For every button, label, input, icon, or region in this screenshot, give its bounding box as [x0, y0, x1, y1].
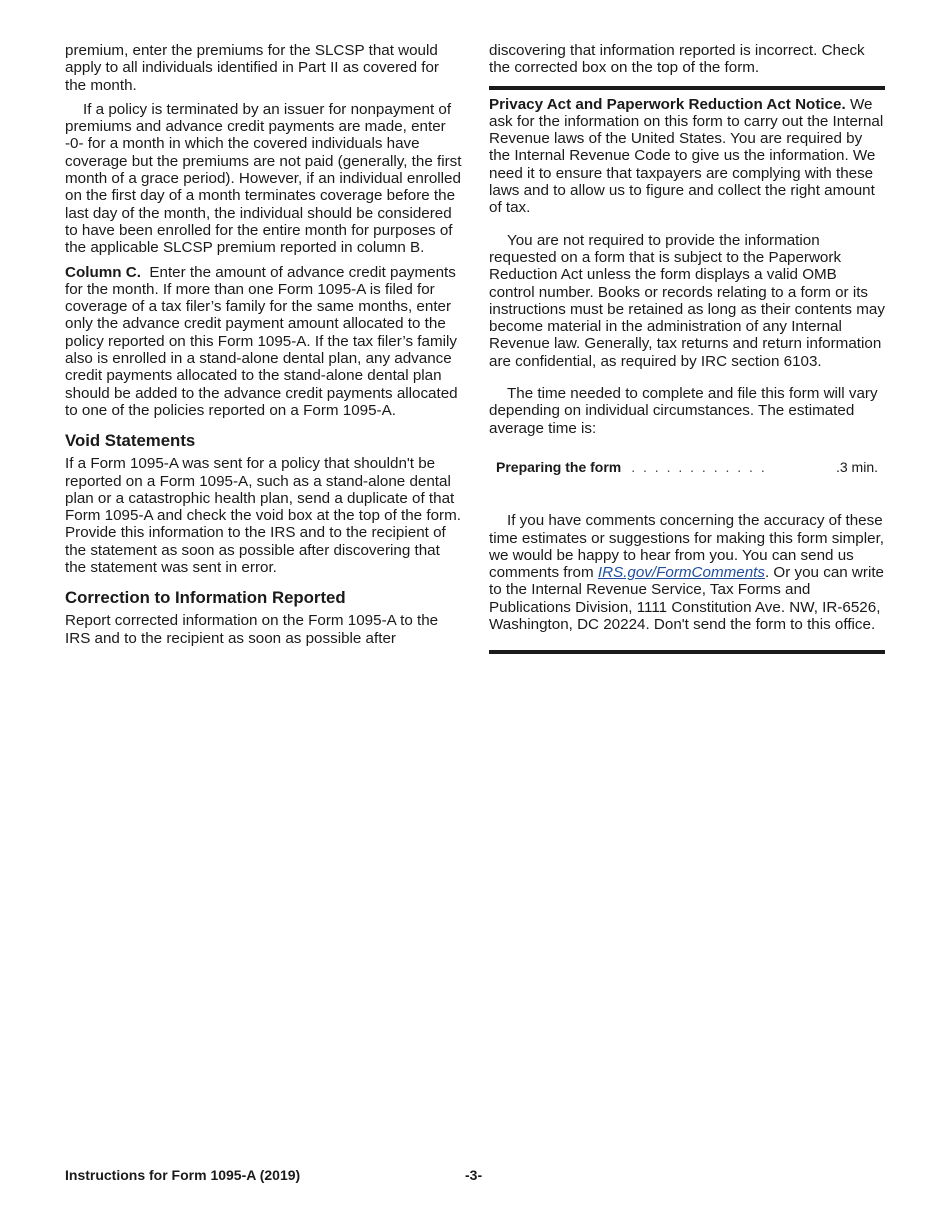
paragraph-privacy-notice — [489, 96, 885, 217]
footer-title: Instructions for Form 1095-A (2019) — [65, 1167, 301, 1183]
form-comments-link[interactable]: IRS.gov/FormComments — [597, 564, 765, 582]
end-rule — [489, 650, 885, 654]
privacy-heading: Privacy Act and Paperwork Reduction Act Notice. — [489, 95, 846, 113]
page-number: -3- — [465, 1167, 483, 1183]
paragraph-terminated-policy: If a policy is terminated by an issuer for nonpayment of premiums and advance credit payments are made, enter -0- for a month in which the covered individuals have coverage but the premiums are not paid (generally, the first month of a grace period). However, if an individual enrolled on the first day of a month terminates coverage before the last day of the month, the individual should be considered to have been enrolled for the entire month for purposes of the applicable SLCSP premium reported in column B. — [65, 100, 462, 257]
paragraph-correction: Report corrected information on the Form 1095-A to the IRS and to the recipient as soon as possible after — [65, 612, 439, 647]
correction-heading: Correction to Information Reported — [65, 588, 346, 608]
paragraph-column-c — [65, 264, 463, 420]
time-estimate-value: .3 min. — [835, 458, 878, 475]
paragraph-time-needed: The time needed to complete and file this form will vary depending on individual circumstances. The estimated average time is: — [489, 385, 878, 437]
page-footer — [65, 1167, 885, 1183]
time-estimate-row — [489, 459, 885, 476]
paragraph-corrected-box: discovering that information reported is incorrect. Check the corrected box on the top of the form. — [489, 42, 865, 77]
dot-leader: . . . . . . . . . . . . — [631, 458, 767, 475]
column-c-heading: Column C. — [65, 263, 141, 281]
paragraph-comments: If you have comments concerning the accuracy of these time estimates or suggestions for making this form simpler, we would be happy to hear from you. You can send us comments from IRS.gov/FormComments. Or you can write to the Internal Revenue Service, Tax Forms and Publications Division, 1111 Constitution Ave. NW, IR-6526, Washington, DC 20224. Don't send the form to this office. — [489, 512, 885, 634]
paragraph-slcsp-premium: premium, enter the premiums for the SLCSP that would apply to all individuals identified in Part II as covered for the month. — [65, 42, 439, 94]
void-statements-heading: Void Statements — [65, 431, 196, 451]
column-c-text: Enter the amount of advance credit payments for the month. If more than one Form 1095-A is filed for coverage of a tax filer’s family for the same months, enter only the advance credit payment amount allocated to the policy reported on this Form 1095-A. If the tax filer’s family also is enrolled in a stand-alone dental plan, any advance credit payments allocated to the stand-alone dental plan should be added to the advance credit payments allocated to one of the policies reported on a Form 1095-A. — [65, 263, 458, 419]
privacy-text: We ask for the information on this form to carry out the Internal Revenue laws of the United States. You are required by the Internal Revenue Code to give us the information. We need it to ensure that taxpayers are complying with these laws and to allow us to figure and collect the right amount of tax. — [489, 95, 884, 217]
time-estimate-label: Preparing the form — [496, 458, 622, 475]
paragraph-void-statements: If a Form 1095-A was sent for a policy that shouldn't be reported on a Form 1095-A, such as a stand-alone dental plan or a catastrophic health plan, send a duplicate of that Form 1095-A and check the void box at the top of the form. Provide this information to the IRS and to the recipient of the statement as soon as possible after discovering that the statement was sent in error. — [65, 455, 461, 577]
paragraph-omb: You are not required to provide the information requested on a form that is subject to the Paperwork Reduction Act unless the form displays a valid OMB control number. Books or records relating to a form or its instructions must be retained as long as their contents may become material in the administration of any Internal Revenue law. Generally, tax returns and return information are confidential, as required by IRC section 6103. — [489, 231, 885, 370]
right-column — [489, 42, 885, 654]
section-divider — [489, 86, 885, 90]
left-column — [65, 42, 463, 654]
